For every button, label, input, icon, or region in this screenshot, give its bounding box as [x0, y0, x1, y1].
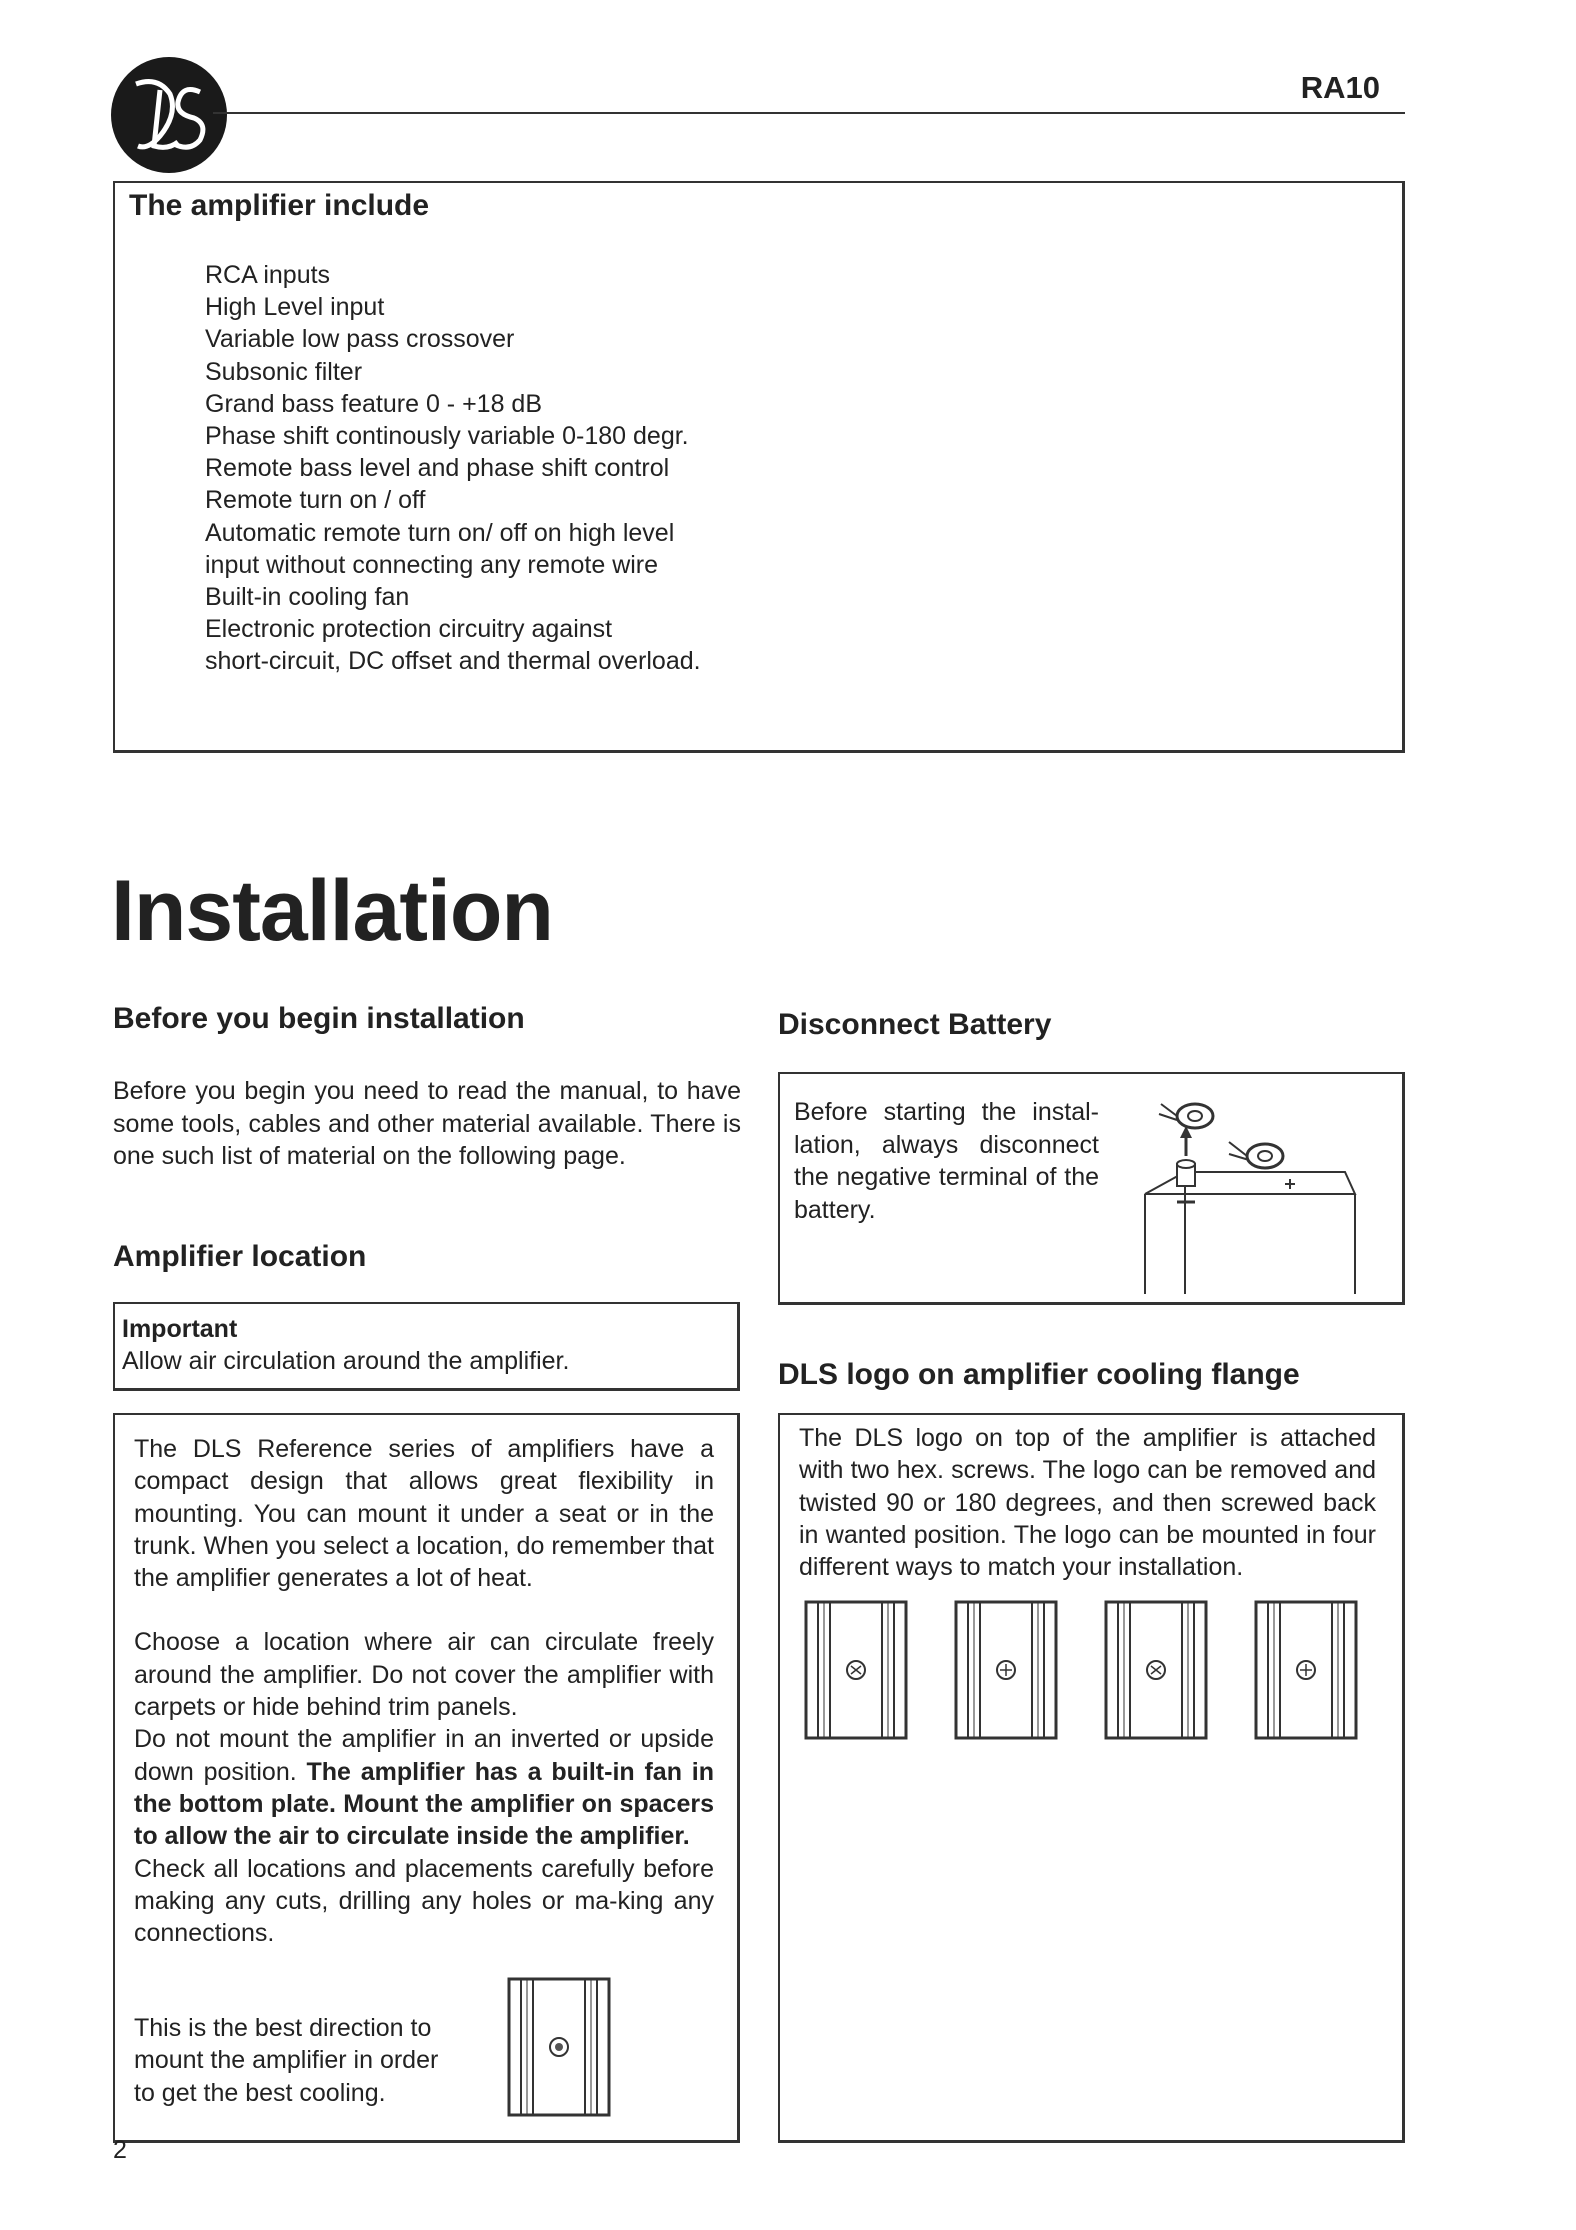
page-number: 2	[113, 2136, 127, 2164]
amplifier-location-box	[113, 1413, 740, 2143]
location-paragraph-1: The DLS Reference series of amplifiers have a compact design that allows great flexibility in mounting. You can mount it under a seat or in the trunk. When you select a location, do remember that the amplifier generates a lot of heat.	[134, 1435, 714, 1593]
important-text: Allow air circulation around the amplifier.	[122, 1347, 570, 1375]
battery-terminal-illustration	[1125, 1094, 1385, 1294]
header-rule	[213, 112, 1405, 114]
amplifier-logo-orientation-icon	[804, 1600, 908, 1740]
amplifier-location-heading: Amplifier location	[113, 1240, 367, 1273]
features-box	[113, 181, 1405, 753]
location-paragraph-2: Choose a location where air can circulate freely around the amplifier. Do not cover the amplifier with carpets or hide behind trim panels.	[134, 1628, 714, 1722]
before-text: Before you begin you need to read the manual, to have some tools, cables and other material available. There is one such list of material on the following page.	[113, 1077, 741, 1170]
feature-item: short-circuit, DC offset and thermal overload.	[205, 647, 701, 676]
battery-text: Before starting the instal-lation, always disconnect the negative terminal of the battery.	[794, 1098, 1099, 1224]
location-paragraph-3-bold: The amplifier has a built-in fan in the bottom plate. Mount the amplifier on spacers to allow the air to circulate inside the amplifier.	[134, 1757, 714, 1851]
amplifier-top-view-icon	[507, 1977, 611, 2117]
installation-heading: Installation	[111, 863, 553, 959]
features-title: The amplifier include	[129, 189, 430, 222]
feature-item: Built-in cooling fan	[205, 583, 410, 612]
feature-item: Remote turn on / off	[205, 486, 426, 515]
feature-item: Remote bass level and phase shift control	[205, 454, 670, 483]
logo-flange-heading: DLS logo on amplifier cooling flange	[778, 1358, 1300, 1391]
amplifier-logo-orientation-icon	[1104, 1600, 1208, 1740]
feature-item: Phase shift continously variable 0-180 degr.	[205, 422, 689, 451]
logo-flange-box	[778, 1413, 1405, 2143]
feature-item: Variable low pass crossover	[205, 325, 515, 354]
model-name: RA10	[1300, 70, 1380, 105]
disconnect-heading: Disconnect Battery	[778, 1008, 1052, 1041]
feature-item: Electronic protection circuitry against	[205, 615, 613, 644]
important-box	[113, 1302, 740, 1391]
important-label: Important	[122, 1315, 238, 1343]
best-direction-text: This is the best direction to mount the amplifier in order to get the best cooling.	[134, 2014, 439, 2107]
dls-logo	[108, 54, 230, 176]
location-paragraph-3	[134, 1723, 714, 1852]
amplifier-logo-orientation-icon	[954, 1600, 1058, 1740]
feature-item: Grand bass feature 0 - +18 dB	[205, 389, 543, 418]
location-paragraph-4: Check all locations and placements carefully before making any cuts, drilling any holes or ma-king any connections.	[134, 1854, 714, 1948]
features-list	[205, 259, 701, 678]
feature-item: RCA inputs	[205, 261, 331, 289]
location-paragraph-3-normal: Do not mount the amplifier in an inverted or upside down position.	[134, 1725, 714, 1786]
feature-item: input without connecting any remote wire	[205, 550, 659, 579]
battery-box	[778, 1072, 1405, 1305]
amplifier-logo-orientation-icon	[1254, 1600, 1358, 1740]
feature-item: High Level input	[205, 293, 385, 322]
logo-flange-text: The DLS logo on top of the amplifier is attached with two hex. screws. The logo can be removed and twisted 90 or 180 degrees, and then screwed back in wanted position. The logo can be mounted in four different ways to match your installation.	[799, 1424, 1376, 1582]
amplifier-location-text	[134, 1433, 714, 1949]
before-heading: Before you begin installation	[113, 1002, 525, 1035]
feature-item: Subsonic filter	[205, 357, 363, 386]
feature-item: Automatic remote turn on/ off on high level	[205, 518, 675, 547]
